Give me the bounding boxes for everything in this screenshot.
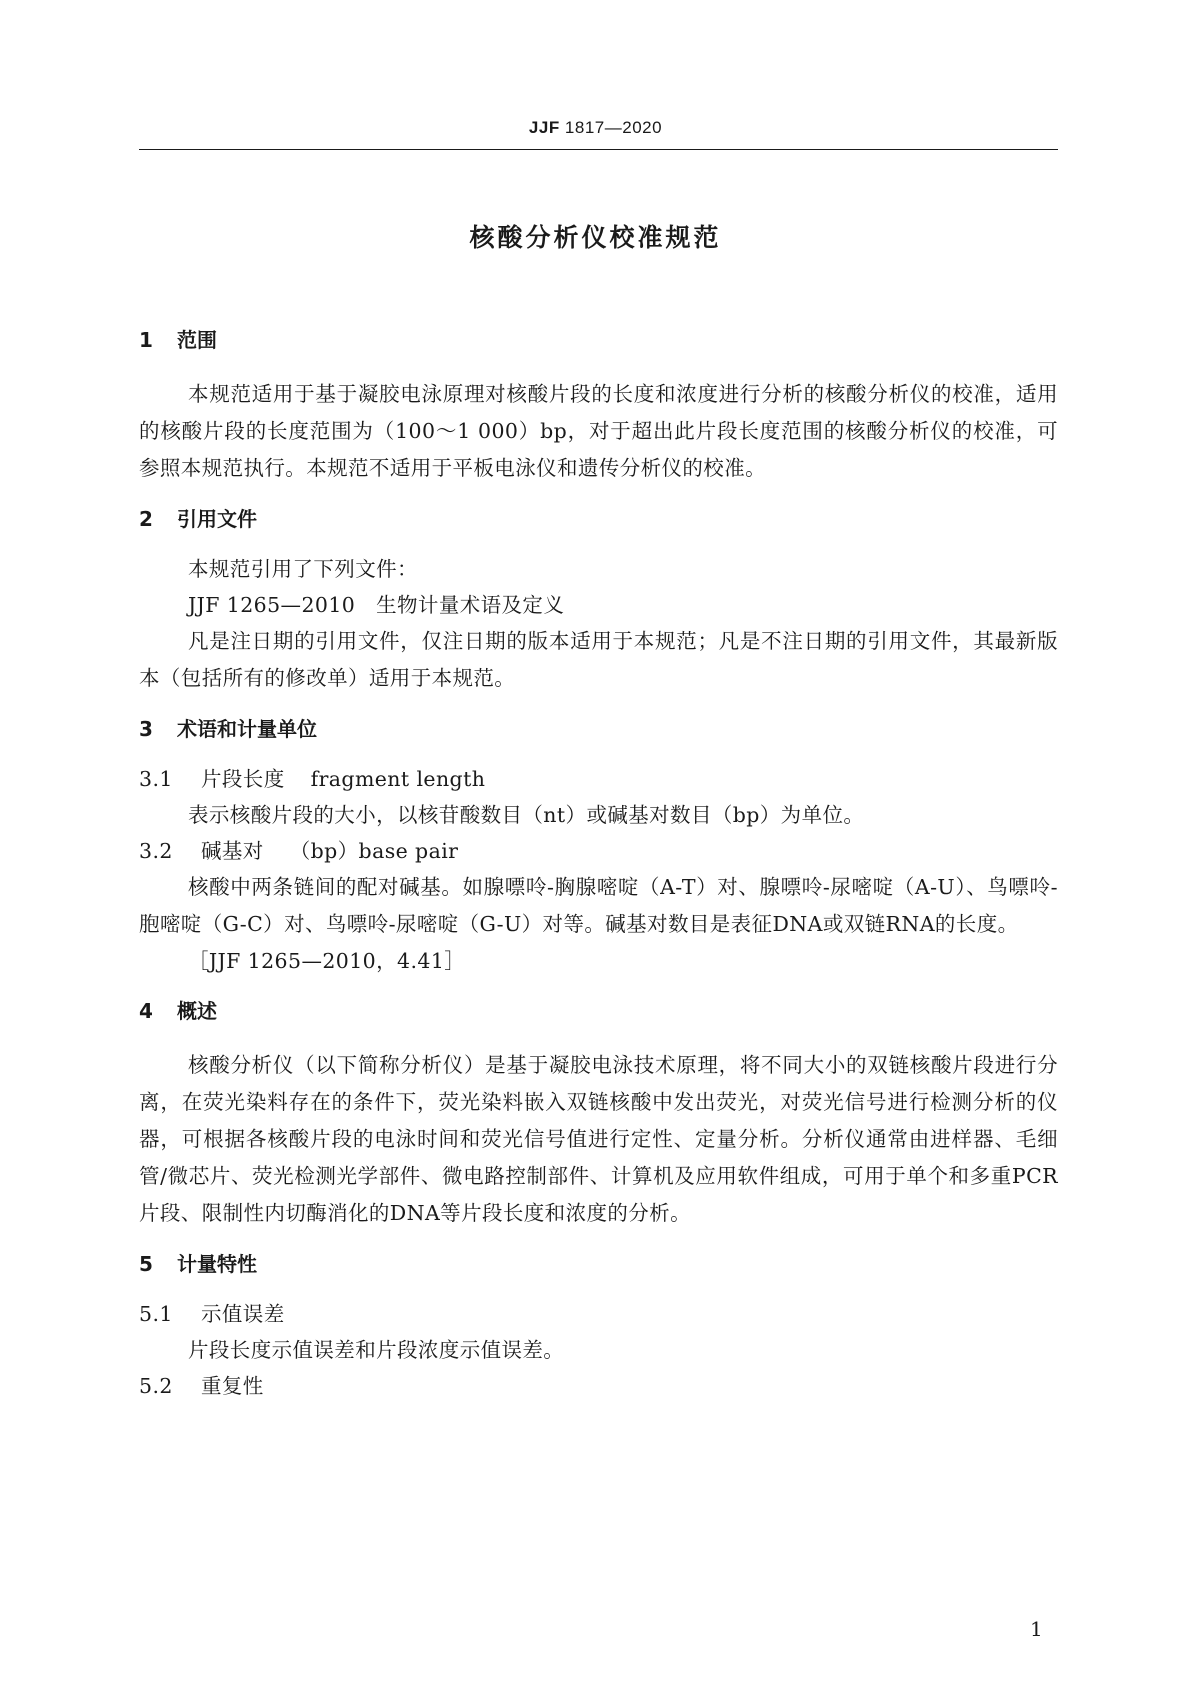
- section-title: 术语和计量单位: [177, 717, 317, 741]
- section-title: 范围: [177, 328, 217, 352]
- subsection-title: 示值误差: [201, 1302, 285, 1326]
- subsection-3-1-definition: 表示核酸片段的大小，以核苷酸数目（nt）或碱基对数目（bp）为单位。: [188, 803, 865, 827]
- subsection-number: 5.1: [139, 1302, 173, 1326]
- subsection-5-1-definition: 片段长度示值误差和片段浓度示值误差。: [188, 1338, 565, 1362]
- header-code: 1817—2020: [559, 118, 663, 137]
- section-2-heading: [139, 501, 1058, 537]
- term-english: fragment length: [310, 767, 486, 791]
- document-title: 核酸分析仪校准规范: [469, 223, 722, 252]
- term-chinese: 碱基对: [201, 839, 264, 863]
- subsection-number: 3.1: [139, 767, 173, 791]
- term-english: （bp）base pair: [289, 839, 459, 863]
- section-number: 5: [139, 1252, 153, 1276]
- document-body: [139, 322, 1058, 1404]
- section-title: 概述: [177, 999, 217, 1023]
- subsection-3-2-definition: 核酸中两条链间的配对碱基。如腺嘌呤-胸腺嘧啶（A-T）对、腺嘌呤-尿嘧啶（A-U）、鸟嘌呤-胞嘧啶（G-C）对、鸟嘌呤-尿嘧啶（G-U）对等。碱基对数目是表征DNA或双链RNA的长度。: [139, 875, 1058, 936]
- header-rule: [139, 149, 1058, 150]
- section-title: 计量特性: [177, 1252, 257, 1276]
- subsection-5-2-heading: [139, 1368, 1058, 1404]
- section-2-intro-line: 本规范引用了下列文件：: [188, 557, 418, 581]
- section-3-heading: [139, 711, 1058, 747]
- term-chinese: 片段长度: [201, 767, 285, 791]
- page-number: 1: [1030, 1617, 1043, 1641]
- header-prefix: JJF: [528, 118, 560, 137]
- section-5-heading: [139, 1246, 1058, 1282]
- section-title: 引用文件: [177, 507, 257, 531]
- section-number: 1: [139, 328, 153, 352]
- subsection-title: 重复性: [201, 1374, 264, 1398]
- section-number: 2: [139, 507, 153, 531]
- subsection-number: 5.2: [139, 1374, 173, 1398]
- section-1-paragraph: 本规范适用于基于凝胶电泳原理对核酸片段的长度和浓度进行分析的核酸分析仪的校准，适用的核酸片段的长度范围为（100～1 000）bp，对于超出此片段长度范围的核酸分析仪的校准，可参照本规范执行。本规范不适用于平板电泳仪和遗传分析仪的校准。: [139, 382, 1058, 480]
- subsection-3-2-source-reference: ［JJF 1265—2010，4.41］: [188, 949, 466, 973]
- section-4-heading: [139, 993, 1058, 1029]
- section-2-paragraph: 凡是注日期的引用文件，仅注日期的版本适用于本规范；凡是不注日期的引用文件，其最新版本（包括所有的修改单）适用于本规范。: [139, 629, 1058, 690]
- running-header: [0, 118, 1191, 138]
- section-1-heading: [139, 322, 1058, 358]
- subsection-3-2-heading: [139, 833, 1058, 869]
- subsection-3-1-heading: [139, 761, 1058, 797]
- section-number: 4: [139, 999, 153, 1023]
- subsection-number: 3.2: [139, 839, 173, 863]
- subsection-5-1-heading: [139, 1296, 1058, 1332]
- section-4-paragraph: 核酸分析仪（以下简称分析仪）是基于凝胶电泳技术原理，将不同大小的双链核酸片段进行分离，在荧光染料存在的条件下，荧光染料嵌入双链核酸中发出荧光，对荧光信号进行检测分析的仪器，可根据各核酸片段的电泳时间和荧光信号值进行定性、定量分析。分析仪通常由进样器、毛细管/微芯片、荧光检测光学部件、微电路控制部件、计算机及应用软件组成，可用于单个和多重PCR片段、限制性内切酶消化的DNA等片段长度和浓度的分析。: [139, 1053, 1058, 1225]
- section-number: 3: [139, 717, 153, 741]
- section-2-reference-line: JJF 1265—2010 生物计量术语及定义: [188, 593, 565, 617]
